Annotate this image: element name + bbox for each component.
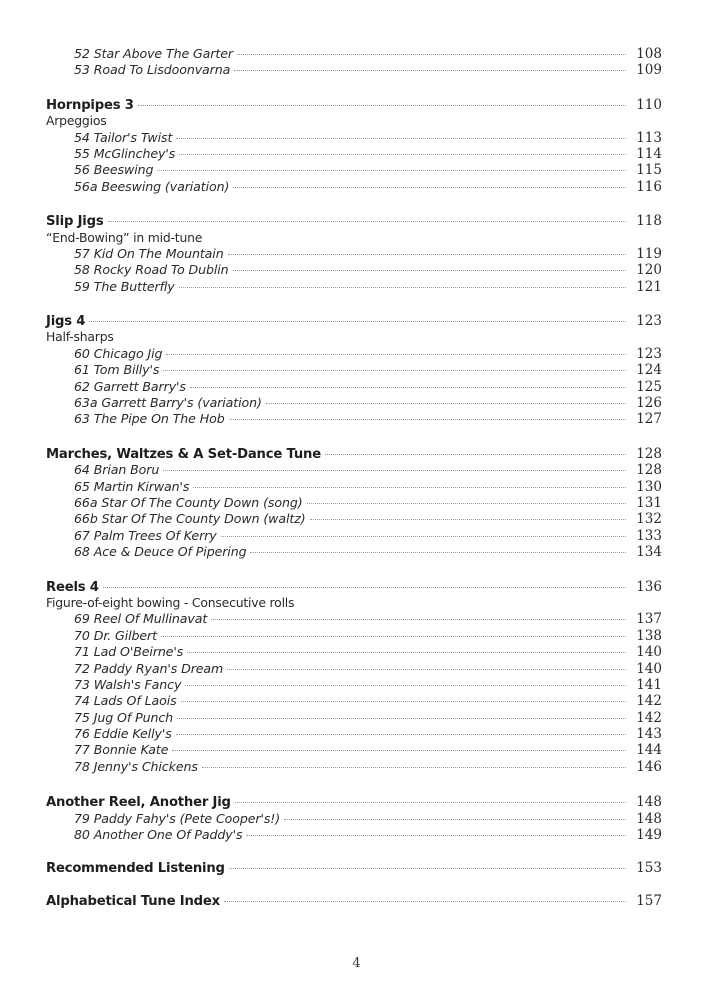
- heading-title: Slip Jigs: [46, 214, 104, 230]
- dot-leader: [284, 819, 626, 820]
- tune-title: 56 Beeswing: [74, 162, 154, 178]
- toc-section-recommended-listening: [46, 860, 662, 876]
- page-ref: 143: [636, 726, 662, 743]
- section-heading[interactable]: [46, 860, 662, 876]
- dot-leader: [325, 454, 626, 455]
- tune-title: 76 Eddie Kelly's: [74, 726, 172, 742]
- section-heading[interactable]: [46, 97, 662, 113]
- dot-leader: [202, 767, 626, 768]
- toc-entry[interactable]: [46, 628, 662, 644]
- toc-entry[interactable]: [46, 411, 662, 427]
- toc-section-continued: [46, 46, 662, 79]
- toc-entry[interactable]: [46, 693, 662, 709]
- tune-title: 69 Reel Of Mullinavat: [74, 611, 208, 627]
- tune-title: 73 Walsh's Fancy: [74, 676, 182, 692]
- tune-title: 72 Paddy Ryan's Dream: [74, 660, 224, 676]
- toc-section-reels-4: [46, 579, 662, 776]
- dot-leader: [187, 652, 626, 653]
- dot-leader: [108, 221, 627, 222]
- page-ref: 118: [636, 213, 662, 230]
- dot-leader: [177, 718, 626, 719]
- page-ref: 142: [636, 709, 662, 726]
- page-ref: 141: [636, 676, 662, 693]
- dot-leader: [235, 802, 626, 803]
- toc-entry[interactable]: [46, 62, 662, 78]
- toc-entry[interactable]: [46, 511, 662, 527]
- tune-title: 77 Bonnie Kate: [74, 742, 169, 758]
- dot-leader: [234, 70, 626, 71]
- tune-title: 71 Lad O'Beirne's: [74, 644, 184, 660]
- page-ref: 116: [636, 178, 662, 195]
- toc-section-hornpipes-3: [46, 97, 662, 195]
- heading-title: Marches, Waltzes & A Set-Dance Tune: [46, 446, 321, 462]
- toc-section-jigs-4: [46, 313, 662, 428]
- toc-entry[interactable]: [46, 661, 662, 677]
- toc-entry[interactable]: [46, 528, 662, 544]
- tune-title: 65 Martin Kirwan's: [74, 478, 190, 494]
- toc-section-alphabetical-tune-index: [46, 893, 662, 909]
- dot-leader: [310, 519, 626, 520]
- dot-leader: [185, 685, 626, 686]
- heading-title: Hornpipes 3: [46, 97, 134, 113]
- toc-entry[interactable]: [46, 362, 662, 378]
- page-ref: 123: [636, 345, 662, 362]
- toc-entry[interactable]: [46, 146, 662, 162]
- toc-entry[interactable]: [46, 759, 662, 775]
- tune-title: 61 Tom Billy's: [74, 362, 160, 378]
- toc-entry[interactable]: [46, 46, 662, 62]
- page-ref: 153: [636, 860, 662, 877]
- page-ref: 148: [636, 794, 662, 811]
- dot-leader: [163, 470, 626, 471]
- toc-entry[interactable]: [46, 246, 662, 262]
- section-heading[interactable]: [46, 446, 662, 462]
- dot-leader: [250, 552, 626, 553]
- tune-title: 74 Lads Of Laois: [74, 693, 177, 709]
- page-ref: 148: [636, 810, 662, 827]
- toc-entry[interactable]: [46, 162, 662, 178]
- tune-title: 62 Garrett Barry's: [74, 378, 186, 394]
- dot-leader: [246, 835, 626, 836]
- dot-leader: [193, 487, 626, 488]
- tune-title: 57 Kid On The Mountain: [74, 245, 224, 261]
- dot-leader: [266, 403, 626, 404]
- toc-entry[interactable]: [46, 379, 662, 395]
- page-ref: 137: [636, 611, 662, 628]
- dot-leader: [166, 354, 626, 355]
- dot-leader: [179, 154, 626, 155]
- page-ref: 109: [636, 62, 662, 79]
- page-ref: 136: [636, 578, 662, 595]
- dot-leader: [138, 105, 626, 106]
- page-ref: 108: [636, 46, 662, 62]
- toc-entry[interactable]: [46, 742, 662, 758]
- tune-title: 59 The Butterfly: [74, 278, 175, 294]
- page-ref: 128: [636, 445, 662, 462]
- tune-title: 52 Star Above The Garter: [74, 46, 233, 61]
- toc-entry[interactable]: [46, 827, 662, 843]
- dot-leader: [179, 287, 626, 288]
- toc-entry[interactable]: [46, 710, 662, 726]
- section-heading[interactable]: [46, 213, 662, 229]
- section-heading[interactable]: [46, 893, 662, 909]
- page-ref: 149: [636, 827, 662, 844]
- dot-leader: [227, 669, 626, 670]
- page-ref: 127: [636, 411, 662, 428]
- section-subtitle: Figure-of-eight bowing - Consecutive rolls: [46, 594, 295, 610]
- page-ref: 128: [636, 462, 662, 479]
- tune-title: 58 Rocky Road To Dublin: [74, 262, 229, 278]
- tune-title: 78 Jenny's Chickens: [74, 758, 198, 774]
- dot-leader: [190, 387, 626, 388]
- section-subtitle: Half-sharps: [46, 329, 114, 345]
- page-ref: 131: [636, 494, 662, 511]
- page-ref: 120: [636, 262, 662, 279]
- section-subtitle: “End-Bowing” in mid-tune: [46, 229, 203, 245]
- dot-leader: [103, 587, 626, 588]
- tune-title: 66a Star Of The County Down (song): [74, 494, 303, 510]
- toc-entry[interactable]: [46, 495, 662, 511]
- tune-title: 68 Ace & Deuce Of Pipering: [74, 544, 247, 560]
- dot-leader: [237, 54, 626, 55]
- page-ref: 146: [636, 758, 662, 775]
- dot-leader: [228, 254, 626, 255]
- toc-entry[interactable]: [46, 346, 662, 362]
- page-ref: 124: [636, 362, 662, 379]
- dot-leader: [172, 750, 626, 751]
- dot-leader: [176, 138, 626, 139]
- toc-entry[interactable]: [46, 279, 662, 295]
- tune-title: 75 Jug Of Punch: [74, 709, 174, 725]
- toc-entry[interactable]: [46, 395, 662, 411]
- heading-title: Alphabetical Tune Index: [46, 893, 220, 909]
- page-ref: 140: [636, 644, 662, 661]
- heading-title: Jigs 4: [46, 314, 86, 330]
- toc-entry[interactable]: [46, 179, 662, 195]
- dot-leader: [181, 701, 626, 702]
- page-ref: 138: [636, 627, 662, 644]
- section-subtitle: Arpeggios: [46, 113, 107, 129]
- page-ref: 121: [636, 278, 662, 295]
- tune-title: 70 Dr. Gilbert: [74, 627, 157, 643]
- page-ref: 140: [636, 660, 662, 677]
- dot-leader: [307, 503, 626, 504]
- dot-leader: [89, 321, 626, 322]
- toc-entry[interactable]: [46, 479, 662, 495]
- heading-title: Recommended Listening: [46, 861, 225, 877]
- dot-leader: [221, 536, 626, 537]
- toc-section-slip-jigs: [46, 213, 662, 295]
- section-heading[interactable]: [46, 794, 662, 810]
- tune-title: 55 McGlinchey's: [74, 145, 176, 161]
- toc-entry[interactable]: [46, 462, 662, 478]
- page-number: 4: [352, 956, 361, 971]
- toc-section-another-reel-another-jig: [46, 794, 662, 843]
- page-ref: 130: [636, 478, 662, 495]
- tune-title: 64 Brian Boru: [74, 462, 160, 478]
- dot-leader: [161, 636, 626, 637]
- dot-leader: [163, 370, 626, 371]
- toc-section-marches-waltzes: [46, 446, 662, 561]
- heading-title: Reels 4: [46, 579, 99, 595]
- page-ref: 123: [636, 313, 662, 330]
- page-ref: 119: [636, 245, 662, 262]
- page-ref: 144: [636, 742, 662, 759]
- page-ref: 115: [636, 162, 662, 179]
- page-ref: 157: [636, 892, 662, 909]
- toc-entry[interactable]: [46, 262, 662, 278]
- tune-title: 53 Road To Lisdoonvarna: [74, 62, 231, 78]
- tune-title: 60 Chicago Jig: [74, 345, 163, 361]
- dot-leader: [224, 901, 626, 902]
- toc-entry[interactable]: [46, 130, 662, 146]
- tune-title: 67 Palm Trees Of Kerry: [74, 527, 217, 543]
- heading-title: Another Reel, Another Jig: [46, 795, 231, 811]
- page-ref: 114: [636, 145, 662, 162]
- tune-title: 66b Star Of The County Down (waltz): [74, 511, 306, 527]
- dot-leader: [176, 734, 626, 735]
- toc-entry[interactable]: [46, 726, 662, 742]
- dot-leader: [233, 270, 626, 271]
- dot-leader: [229, 868, 626, 869]
- tune-title: 80 Another One Of Paddy's: [74, 827, 243, 843]
- dot-leader: [157, 170, 626, 171]
- tune-title: 63a Garrett Barry's (variation): [74, 395, 262, 411]
- dot-leader: [211, 619, 626, 620]
- toc-entry[interactable]: [46, 644, 662, 660]
- page-ref: 133: [636, 527, 662, 544]
- page-ref: 110: [636, 96, 662, 113]
- dot-leader: [233, 187, 626, 188]
- page-ref: 126: [636, 395, 662, 412]
- toc-entry[interactable]: [46, 611, 662, 627]
- toc-entry[interactable]: [46, 677, 662, 693]
- toc-entry[interactable]: [46, 811, 662, 827]
- table-of-contents: [46, 46, 662, 926]
- tune-title: 63 The Pipe On The Hob: [74, 411, 225, 427]
- toc-entry[interactable]: [46, 544, 662, 560]
- page-ref: 113: [636, 129, 662, 146]
- page-ref: 142: [636, 693, 662, 710]
- tune-title: 54 Tailor's Twist: [74, 129, 173, 145]
- page-ref: 132: [636, 511, 662, 528]
- section-heading[interactable]: [46, 579, 662, 595]
- tune-title: 56a Beeswing (variation): [74, 178, 230, 194]
- section-heading[interactable]: [46, 313, 662, 329]
- page-ref: 125: [636, 378, 662, 395]
- page-ref: 134: [636, 544, 662, 561]
- dot-leader: [229, 419, 626, 420]
- tune-title: 79 Paddy Fahy's (Pete Cooper's!): [74, 810, 281, 826]
